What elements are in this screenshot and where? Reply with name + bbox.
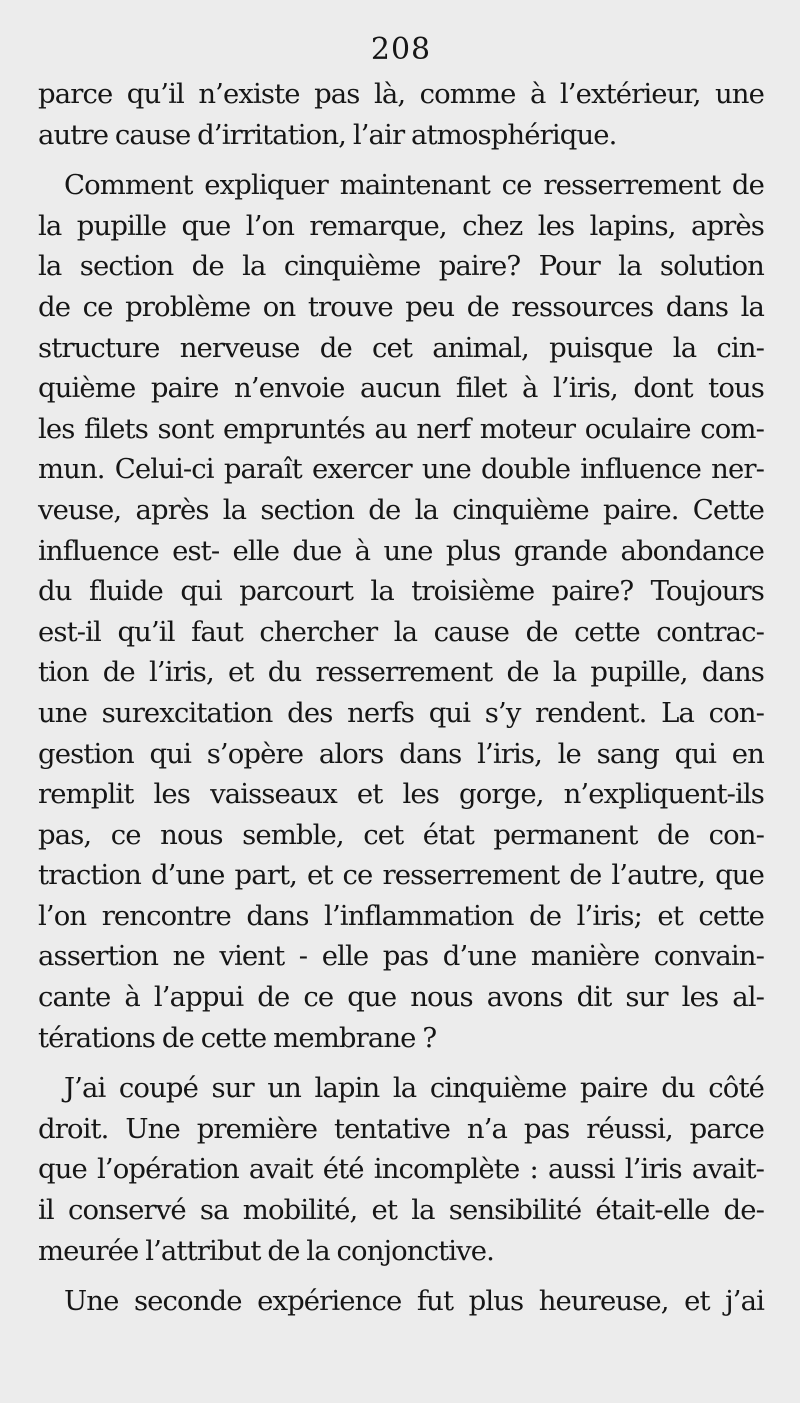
text-line: Une seconde expérience fut plus heureuse, et j’ai <box>64 1285 764 1318</box>
text-line: du fluide qui parcourt la troisième paire? Toujours <box>38 575 764 608</box>
text-line: l’on rencontre dans l’inflammation de l’iris; et cette <box>38 899 764 932</box>
text-line: J’ai coupé sur un lapin la cinquième paire du côté <box>64 1072 764 1105</box>
text-line: Comment expliquer maintenant ce resserrement de <box>64 169 764 202</box>
text-line: meurée l’attribut de la conjonctive. <box>38 1234 494 1267</box>
text-line: que l’opération avait été incomplète : aussi l’iris avait- <box>38 1153 764 1186</box>
text-line: autre cause d’irritation, l’air atmosphérique. <box>38 118 617 151</box>
text-line: la section de la cinquième paire? Pour la solution <box>38 250 764 283</box>
text-line: parce qu’il n’existe pas là, comme à l’extérieur, une <box>38 78 764 110</box>
text-line: quième paire n’envoie aucun filet à l’iris, dont tous <box>38 372 764 405</box>
text-line: il conservé sa mobilité, et la sensibilité était-elle de- <box>38 1194 764 1227</box>
text-line: de ce problème on trouve peu de ressources dans la <box>38 290 764 323</box>
text-line: veuse, après la section de la cinquième paire. Cette <box>38 493 764 526</box>
text-line: influence est- elle due à une plus grande abondance <box>38 534 764 567</box>
paragraph <box>38 1281 764 1322</box>
paragraph <box>38 74 764 155</box>
text-line: une surexcitation des nerfs qui s’y rendent. La con- <box>38 696 764 729</box>
text-line: est-il qu’il faut chercher la cause de cette contrac- <box>38 615 764 648</box>
text-line: structure nerveuse de cet animal, puisque la cin- <box>38 331 764 364</box>
text-line: remplit les vaisseaux et les gorge, n’expliquent-ils <box>38 778 764 811</box>
text-line: tion de l’iris, et du resserrement de la pupille, dans <box>38 656 764 689</box>
text-line: gestion qui s’opère alors dans l’iris, le sang qui en <box>38 737 764 770</box>
text-line: traction d’une part, et ce resserrement de l’autre, que <box>38 859 764 892</box>
text-line: cante à l’appui de ce que nous avons dit sur les al- <box>38 981 764 1014</box>
paragraph <box>38 165 764 1058</box>
text-line: droit. Une première tentative n’a pas réussi, parce <box>38 1112 764 1145</box>
text-line: les filets sont empruntés au nerf moteur oculaire com- <box>38 412 764 445</box>
paragraph <box>38 1068 764 1271</box>
text-line: pas, ce nous semble, cet état permanent de con- <box>38 818 764 851</box>
text-line: térations de cette membrane ? <box>38 1021 437 1054</box>
text-line: assertion ne vient - elle pas d’une manière convain- <box>38 940 764 973</box>
text-body <box>38 74 764 1322</box>
text-line: la pupille que l’on remarque, chez les lapins, après <box>38 209 764 242</box>
page-number: 208 <box>370 32 432 67</box>
text-line: mun. Celui-ci paraît exercer une double influence ner- <box>38 453 764 486</box>
